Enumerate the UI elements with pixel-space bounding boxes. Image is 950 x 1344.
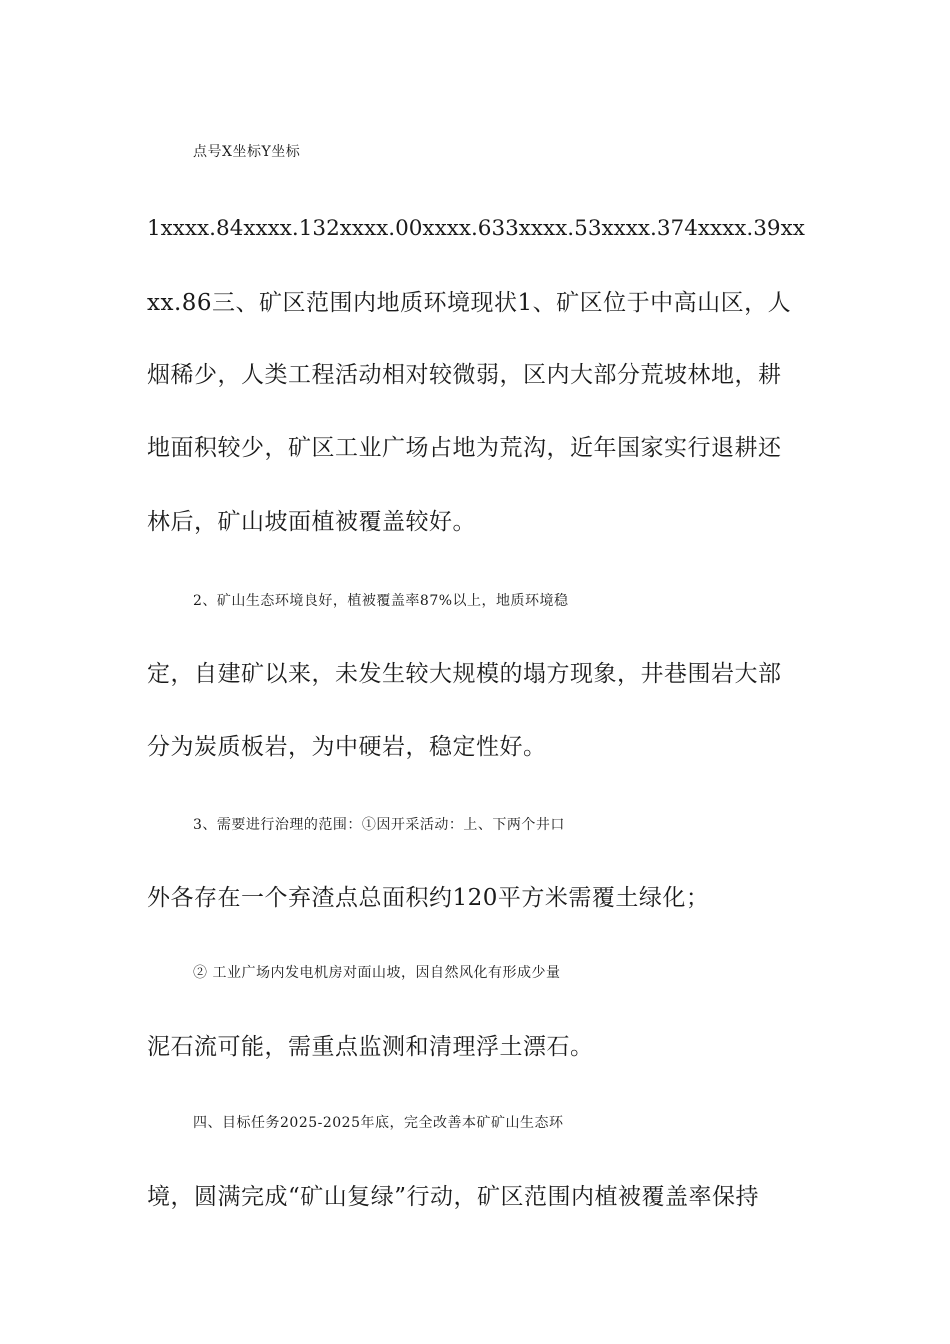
paragraph-line: 2、矿山生态环境良好，植被覆盖率87%以上，地质环境稳 [193,593,569,609]
coordinate-table-header: 点号X坐标Y坐标 [193,144,301,160]
paragraph-line: 四、目标任务2025-2025年底，完全改善本矿矿山生态环 [193,1115,564,1131]
paragraph-line: 林后，矿山坡面植被覆盖较好。 [147,509,476,535]
paragraph-line: 泥石流可能，需重点监测和清理浮土漂石。 [147,1034,594,1060]
paragraph-line: 境，圆满完成“矿山复绿”行动，矿区范围内植被覆盖率保持 [147,1184,760,1210]
paragraph-line: 3、需要进行治理的范围：①因开采活动：上、下两个井口 [193,817,565,833]
paragraph-line: 烟稀少，人类工程活动相对较微弱，区内大部分荒坡林地，耕 [147,362,782,388]
paragraph-line: xx.86三、矿区范围内地质环境现状1、矿区位于中高山区，人 [147,290,792,316]
paragraph-line: 分为炭质板岩，为中硬岩，稳定性好。 [147,734,547,760]
paragraph-line: 地面积较少，矿区工业广场占地为荒沟，近年国家实行退耕还 [147,435,782,461]
paragraph-line: 定，自建矿以来，未发生较大规模的塌方现象，井巷围岩大部 [147,661,782,687]
paragraph-line: 外各存在一个弃渣点总面积约120平方米需覆土绿化； [147,885,710,911]
coordinate-values-line: 1xxxx.84xxxx.132xxxx.00xxxx.633xxxx.53xxxx.374xxxx.39xx [147,216,805,241]
paragraph-line: ② 工业广场内发电机房对面山坡，因自然风化有形成少量 [193,965,561,981]
